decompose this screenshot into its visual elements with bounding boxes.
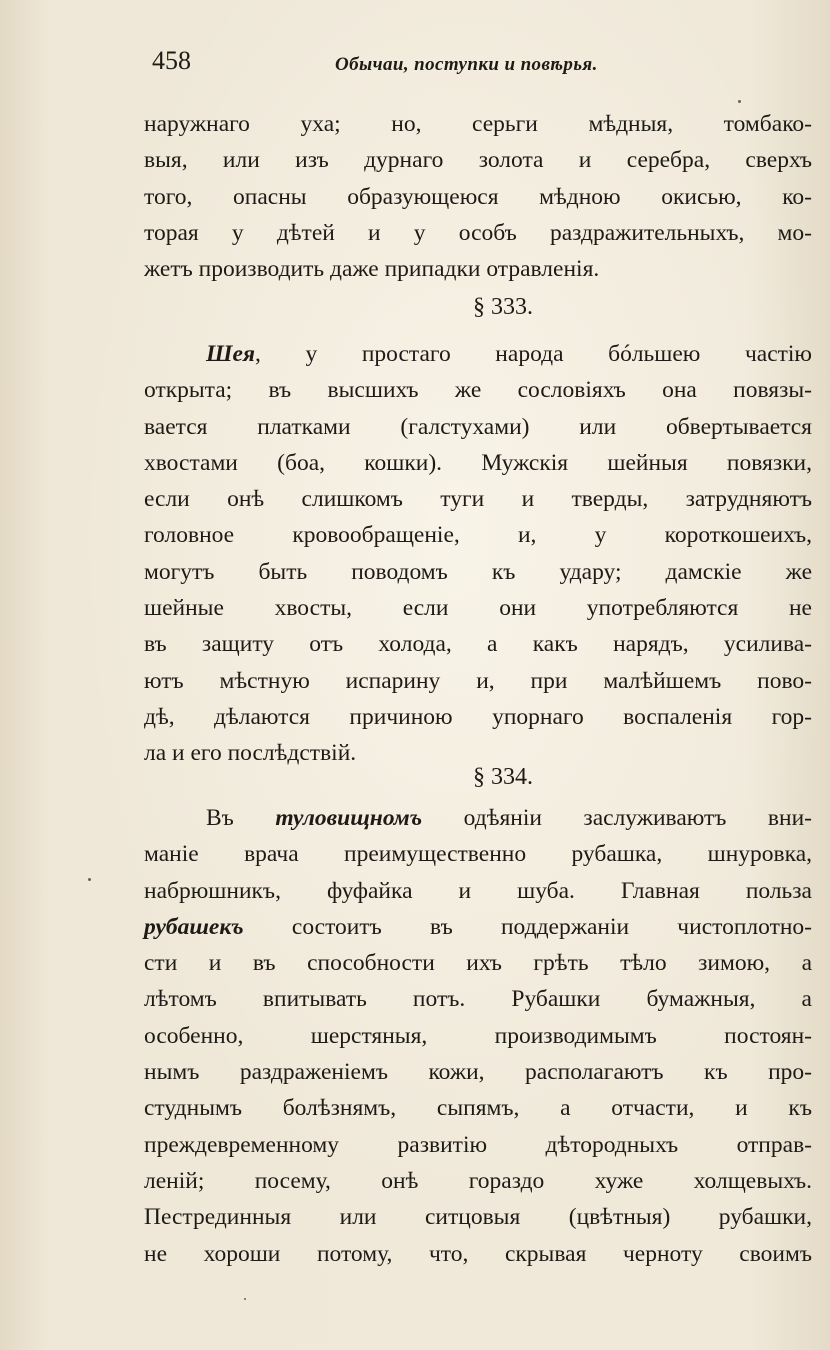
text-line: нымъ раздраженіемъ кожи, располагаютъ къ про- [144,1059,812,1086]
text-line: хвостами (боа, кошки). Мужскія шейныя повязки, [144,449,812,476]
running-title: Обычаи, поступки и повѣрья. [335,54,598,75]
text-fragment: одѣяніи заслуживаютъ вни- [422,805,812,831]
text-line: ла и его послѣдствій. [144,740,357,767]
text-line: головное кровообращеніе, и, у короткошеихъ, [144,522,812,549]
text-line: вается платками (галстухами) или обвертывается [144,413,812,440]
paper-speck [88,878,91,881]
text-line [144,800,812,836]
text-line: сти и въ способности ихъ грѣть тѣло зимою, а [144,950,812,977]
text-line: открыта; въ высшихъ же сословіяхъ она повязы- [144,377,812,404]
text-line: Пестрединныя или ситцовыя (цвѣтныя) рубашки, [144,1204,812,1231]
text-line: жетъ производить даже припадки отравленія. [144,256,600,283]
text-line: въ защиту отъ холода, а какъ нарядъ, усилива- [144,631,812,658]
emphasized-term: Шея [206,341,255,367]
text-line: леній; посему, онѣ гораздо хуже холщевыхъ. [144,1167,812,1194]
page-number: 458 [152,46,191,75]
text-line: шейные хвосты, если они употребляются не [144,595,812,622]
text-line: преждевременному развитію дѣтородныхъ отправ- [144,1131,812,1158]
text-line: набрюшникъ, фуфайка и шуба. Главная польза [144,877,812,904]
paragraph-neck [144,336,812,772]
text-line: особенно, шерстяныя, производимымъ постоян- [144,1022,812,1049]
paragraph-ear-continuation [144,106,812,287]
paper-speck [738,100,741,103]
text-line: торая у дѣтей и у особъ раздражительныхъ, мо- [144,219,812,246]
text-fragment: , у простаго народа бóльшею частію [255,341,812,367]
text-line [144,336,812,372]
emphasized-term: рубашекъ [144,913,244,940]
text-fragment: состоитъ въ поддержаніи чистоплотно- [243,913,812,940]
text-line [144,909,812,945]
text-line: могутъ быть поводомъ къ удару; дамскіе же [144,558,812,585]
page-header [152,44,662,78]
text-line: лѣтомъ впитывать потъ. Рубашки бумажныя, а [144,986,812,1013]
section-heading-333: § 333. [473,294,533,320]
text-line: студнымъ болѣзнямъ, сыпямъ, а отчасти, и къ [144,1095,812,1122]
text-line: не хороши потому, что, скрывая черноту своимъ [144,1240,812,1267]
text-line: маніе врача преимущественно рубашка, шнуровка, [144,841,812,868]
text-line: дѣ, дѣлаются причиною упорнаго воспаленія гор- [144,703,812,730]
paragraph-torso-clothing [144,800,812,1272]
text-line: выя, или изъ дурнаго золота и серебра, сверхъ [144,147,812,174]
emphasized-term: туловищномъ [275,805,423,831]
section-heading-334: § 334. [473,764,533,790]
paper-speck [244,1298,246,1300]
text-line: наружнаго уха; но, серьги мѣдныя, томбако- [144,111,812,137]
text-line: того, опасны образующеюся мѣдною окисью, ко- [144,183,812,210]
text-line: если онѣ слишкомъ туги и тверды, затрудняютъ [144,486,812,513]
text-fragment: Въ [206,805,276,831]
text-line: ютъ мѣстную испарину и, при малѣйшемъ пово- [144,667,812,694]
